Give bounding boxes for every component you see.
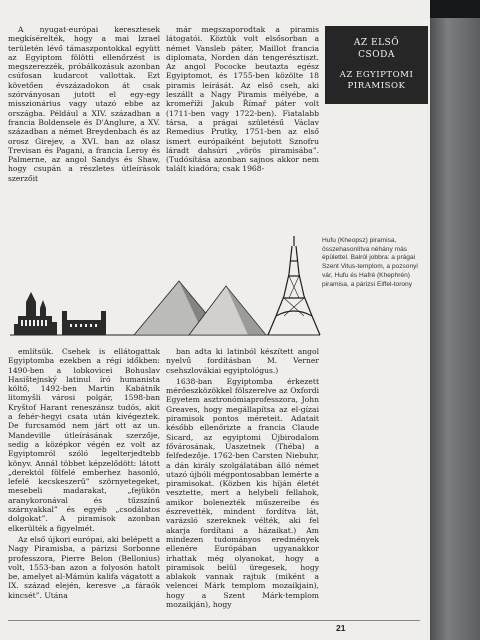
paragraph: ban adta ki latinból készített angol nyelvű fordításban M. Verner csehszlovákiai egyiptológus.) — [166, 347, 319, 375]
book-spine-edge — [430, 0, 480, 640]
text-column-bottom-left — [8, 347, 160, 632]
chapter-title-line1: AZ ELSŐ — [353, 38, 400, 48]
page-number: 21 — [336, 623, 346, 633]
paragraph: említsük. Csehek is ellátogattak Egyiptomba ezekben a régi időkben: 1490-ben a lobkovicei Bohuslav Hasištejnský latinul író humanista költő, 1492-ben Martin Kabátník litomyšli városi polgár, 1598-ban Kryštof Harant reneszánsz tudós, akit a fehér-hegyi csata után kivégeztek. De furcsamód nem járt ott az un. Mandeville útleírásának szerzője, sedig a középkor végén ez volt az Egyiptomról szóló legelterjedtebb könyv. Annál többet képzelődött: látott „derektól fölfelé emberhez hasonló, lefelé kecskeszerű” szörnyetegeket, mesebeli madarakat, „fejükön aranykoronával és tűzszínű szárnyakkal” és egyéb „csodálatos dolgokat”. A piramisok azonban elkerülték a figyelmét. — [8, 347, 160, 533]
text-column-top-right — [166, 25, 319, 230]
book-spine-top-shadow — [430, 0, 480, 18]
text-column-bottom-right — [166, 347, 319, 632]
chapter-heading-box — [325, 26, 428, 104]
buildings-comparison-illustration — [4, 236, 322, 340]
text-column-top-left — [8, 25, 160, 230]
chapter-subtitle: AZ EGYIPTOMI PIRAMISOK — [339, 70, 414, 91]
footer-divider — [8, 620, 420, 621]
chapter-title-line2: CSODA — [358, 50, 395, 60]
illustration-caption: Hufu (Kheopsz) piramisa, összehasonlítva néhány más épülettel. Balról jobbra: a prágai Szent Vitus-templom, a pozsonyi vár, Hufu és Hafré (Khephrén) piramisa, a párizsi Eiffel-torony — [322, 237, 418, 288]
paragraph: 1638-ban Egyiptomba érkezett mérőeszközökkel fölszerelve az Oxfordi Egyetem asztronómiaprofesszora, John Greaves, hogy megállapítsa az el-gízai piramisok pontos méreteit. Adatait később ellenőrizte a francia Claude Sicard, az egyiptomi Újbirodalom fővárosának, Uaszetnek (Théba) a felfedezője. 1762-ben Carsten Niebuhr, a dán király szolgálatában álló német utazó újbóli mégpontosabban lemérte a piramisokat. (Közben kis híján életét vesztette, mert a helybeli fellahok, amikor bolenezték műszereibe és észrevették, mindent fordítva lát, varázsló szereknek vélték, aki fel akarja fordítani a házaikat.) Am mindezen tudományos eredmények ellenére Európában ugyanakkor írhattak még olyanokat, hogy a piramisok belül üregesek, hogy ablakok vannak rajtuk (miként a velencei Márk templom mozaikjain), hogy a Szent Márk-templom mozaikján), hogy — [166, 376, 319, 610]
paragraph: Az első újkori európai, aki belépett a Nagy Piramisba, a párizsi Sorbonne professzora, Pierre Belon (Bellonius) volt, 1553-ban azon a folyosón hatolt be, amelyet al-Mámún kalifa vágatott a IX. század elején, keresve „a fáraók kincsét”. Utána — [8, 534, 160, 600]
st-vitus-cathedral-drawing — [14, 292, 57, 335]
paragraph: már megszaporodtak a piramis látogatói. Köztük volt elsősorban a német Vansleb páter, Maillot francia diplomata, Norden dán tengerésztiszt. Az angol Pococke beutazta egész Egyiptomot, és 1755-ben közölte 18 piramis leírását. Az első cseh, aki leszállt a Nagy Piramis mélyébe, a kromeříži Jakub Římař páter volt (1711-ben vagy 1722-ben). Fiatalabb társa, a prágai születésű Václav Remedius Prutky, 1751-ben az első ismert európaiként bejutott Sznofru láradt dahsúri „vörös piramisába”. (Tudósítása azonban sajnos akkor nem talált kiadóra; csak 1968- — [166, 25, 319, 174]
bratislava-castle-drawing — [62, 311, 106, 335]
paragraph: A nyugat-európai keresztesek megkísérelték, hogy a mai Izrael területén lévő támaszpontokkal együtt az Egyiptom fölötti ellenőrzést is megszerezzék, próbálkozásuk azonban csúfosan kudarcot vallottak. Ezt követően évszázadokon át csak szórványosan jutott el egy-egy misszionárius vagy utazó ebbe az országba. Például a XIV. században a francia Boldensele és D'Anglure, a XV. században a német Breydenbach és az orosz Girejev, a XVI. ban az olasz Trevisan és Pagani, a francia Leroy és Palmerne, az angol Sandys és Shaw, hogy csupán a részletes útleírások szerzőit — [8, 25, 160, 183]
eiffel-tower-drawing — [268, 236, 320, 335]
